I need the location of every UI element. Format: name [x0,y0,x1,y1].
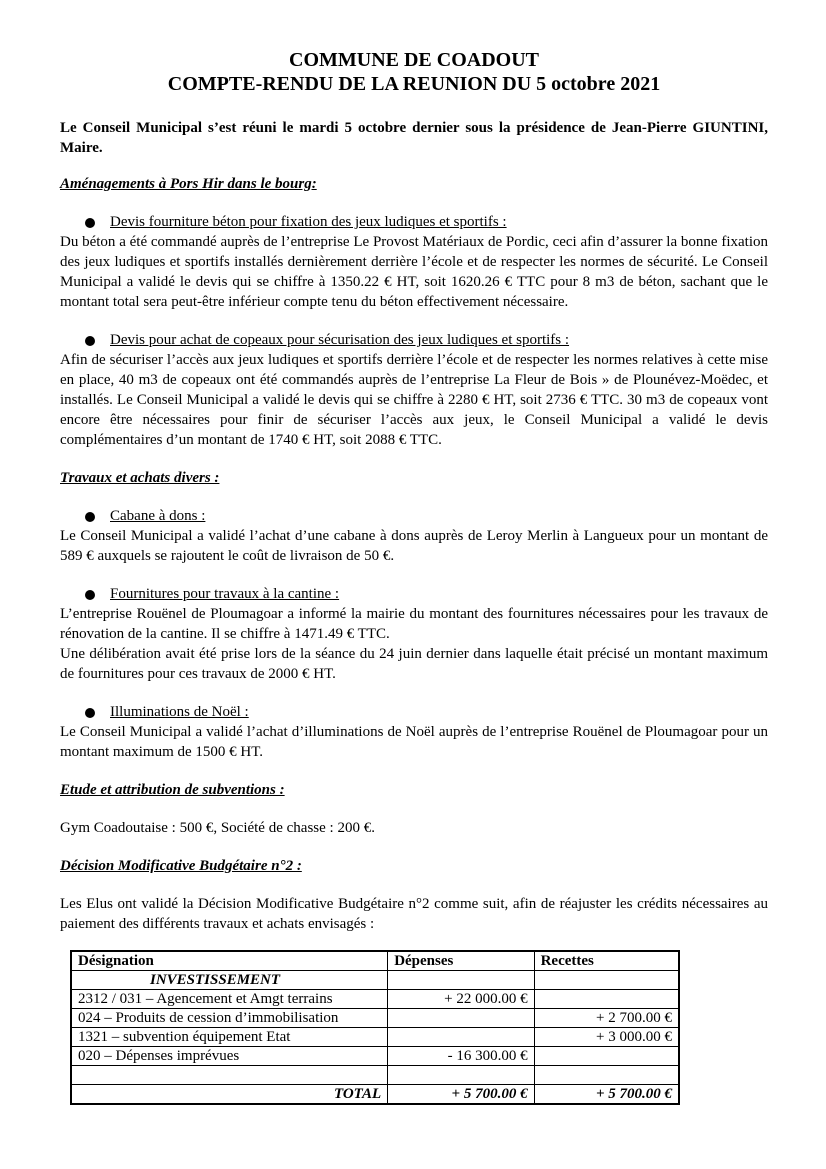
table-row [71,1047,679,1066]
header-designation: Désignation [71,951,388,971]
table-cell: - 16 300.00 € [388,1047,534,1066]
bullet-icon [85,590,95,600]
bullet-label: Cabane à dons : [110,508,206,524]
budget-table [70,950,680,1105]
bullet-label: Devis fourniture béton pour fixation des jeux ludiques et sportifs : [110,214,507,230]
total-recettes: + 5 700.00 € [534,1085,679,1105]
paragraph-cantine-2: Une délibération avait été prise lors de la séance du 24 juin dernier dans laquelle était précisé un montant maximum de fournitures pour ces travaux de 2000 € HT. [60,646,768,682]
bullet-icon [85,218,95,228]
table-cell: + 3 000.00 € [534,1028,679,1047]
total-depenses: + 5 700.00 € [388,1085,534,1105]
bullet-cantine [60,584,768,604]
bullet-cabane [60,506,768,526]
bullet-label: Devis pour achat de copeaux pour sécurisation des jeux ludiques et sportifs : [110,332,570,348]
table-cell [534,1047,679,1066]
page-title: COMMUNE DE COADOUT [289,49,539,71]
table-cell [71,1066,388,1085]
subheader-investissement: INVESTISSEMENT [71,971,388,990]
table-cell [388,971,534,990]
paragraph-beton: Du béton a été commandé auprès de l’entreprise Le Provost Matériaux de Pordic, ceci afin d’assurer la bonne fixation des jeux ludiques et sportifs installés dernièrement derrière l’école et de respecter les normes de sécurité. Le Conseil Municipal a validé le devis qui se chiffre à 1350.22 € HT, soit 1620.26 € TTC pour 8 m3 de béton, sachant que le montant total sera peut-être inférieur compte tenu du béton effectivement nécessaire. [60,234,768,310]
bullet-icon [85,512,95,522]
table-cell: 1321 – subvention équipement Etat [71,1028,388,1047]
table-cell [534,1066,679,1085]
bullet-beton [60,212,768,232]
table-cell [388,1028,534,1047]
bullet-label: Illuminations de Noël : [110,704,249,720]
table-row [71,1009,679,1028]
table-cell: + 22 000.00 € [388,990,534,1009]
table-total-row [71,1085,679,1105]
paragraph-decision: Les Elus ont validé la Décision Modificative Budgétaire n°2 comme suit, afin de réajuster les crédits nécessaires au paiement des différents travaux et achats envisagés : [60,896,768,932]
table-cell [388,1009,534,1028]
table-cell: 024 – Produits de cession d’immobilisation [71,1009,388,1028]
bullet-illuminations [60,702,768,722]
table-cell [388,1066,534,1085]
section-title-decision: Décision Modificative Budgétaire n°2 : [60,858,302,874]
page-subtitle: COMPTE-RENDU DE LA REUNION DU 5 octobre 2021 [167,73,661,95]
table-empty-row [71,1066,679,1085]
intro-paragraph: Le Conseil Municipal s’est réuni le mardi 5 octobre dernier sous la présidence de Jean-Pierre GIUNTINI, Maire. [60,120,768,156]
bullet-icon [85,708,95,718]
total-label: TOTAL [71,1085,388,1105]
table-subheader-row [71,971,679,990]
table-row [71,1028,679,1047]
header-depenses: Dépenses [388,951,534,971]
header-recettes: Recettes [534,951,679,971]
table-cell: 2312 / 031 – Agencement et Amgt terrains [71,990,388,1009]
bullet-label: Fournitures pour travaux à la cantine : [110,586,340,602]
paragraph-copeaux: Afin de sécuriser l’accès aux jeux ludiques et sportifs derrière l’école et de respecter les normes relatives à cette mise en place, 40 m3 de copeaux ont été commandés auprès de l’entreprise La Fleur de Bois » de Plounévez-Moëdec, et installés. Le Conseil Municipal a validé le devis qui se chiffre à 2280 € HT, soit 2736 € TTC. 30 m3 de copeaux vont encore être nécessaires pour finir de sécuriser l’accès aux jeux, le Conseil Municipal a validé le devis complémentaires d’un montant de 1740 € HT, soit 2088 € TTC. [60,352,768,448]
section-title-amenagements: Aménagements à Pors Hir dans le bourg: [60,176,317,192]
bullet-icon [85,336,95,346]
paragraph-illuminations: Le Conseil Municipal a validé l’achat d’illuminations de Noël auprès de l’entreprise Rouënel de Ploumagoar pour un montant maximum de 1500 € HT. [60,724,768,760]
table-cell: 020 – Dépenses imprévues [71,1047,388,1066]
table-cell [534,990,679,1009]
paragraph-cantine-1: L’entreprise Rouënel de Ploumagoar a informé la mairie du montant des fournitures nécessaires pour les travaux de rénovation de la cantine. Il se chiffre à 1471.49 € TTC. [60,606,768,642]
table-row [71,990,679,1009]
table-cell [534,971,679,990]
table-header-row [71,951,679,971]
paragraph-subventions: Gym Coadoutaise : 500 €, Société de chasse : 200 €. [60,820,375,836]
section-title-travaux: Travaux et achats divers : [60,470,220,486]
section-title-subventions: Etude et attribution de subventions : [60,782,285,798]
bullet-copeaux [60,330,768,350]
table-cell: + 2 700.00 € [534,1009,679,1028]
paragraph-cabane: Le Conseil Municipal a validé l’achat d’une cabane à dons auprès de Leroy Merlin à Langueux pour un montant de 589 € auxquels se rajoutent le coût de livraison de 50 €. [60,528,768,564]
document-page [60,48,768,1105]
